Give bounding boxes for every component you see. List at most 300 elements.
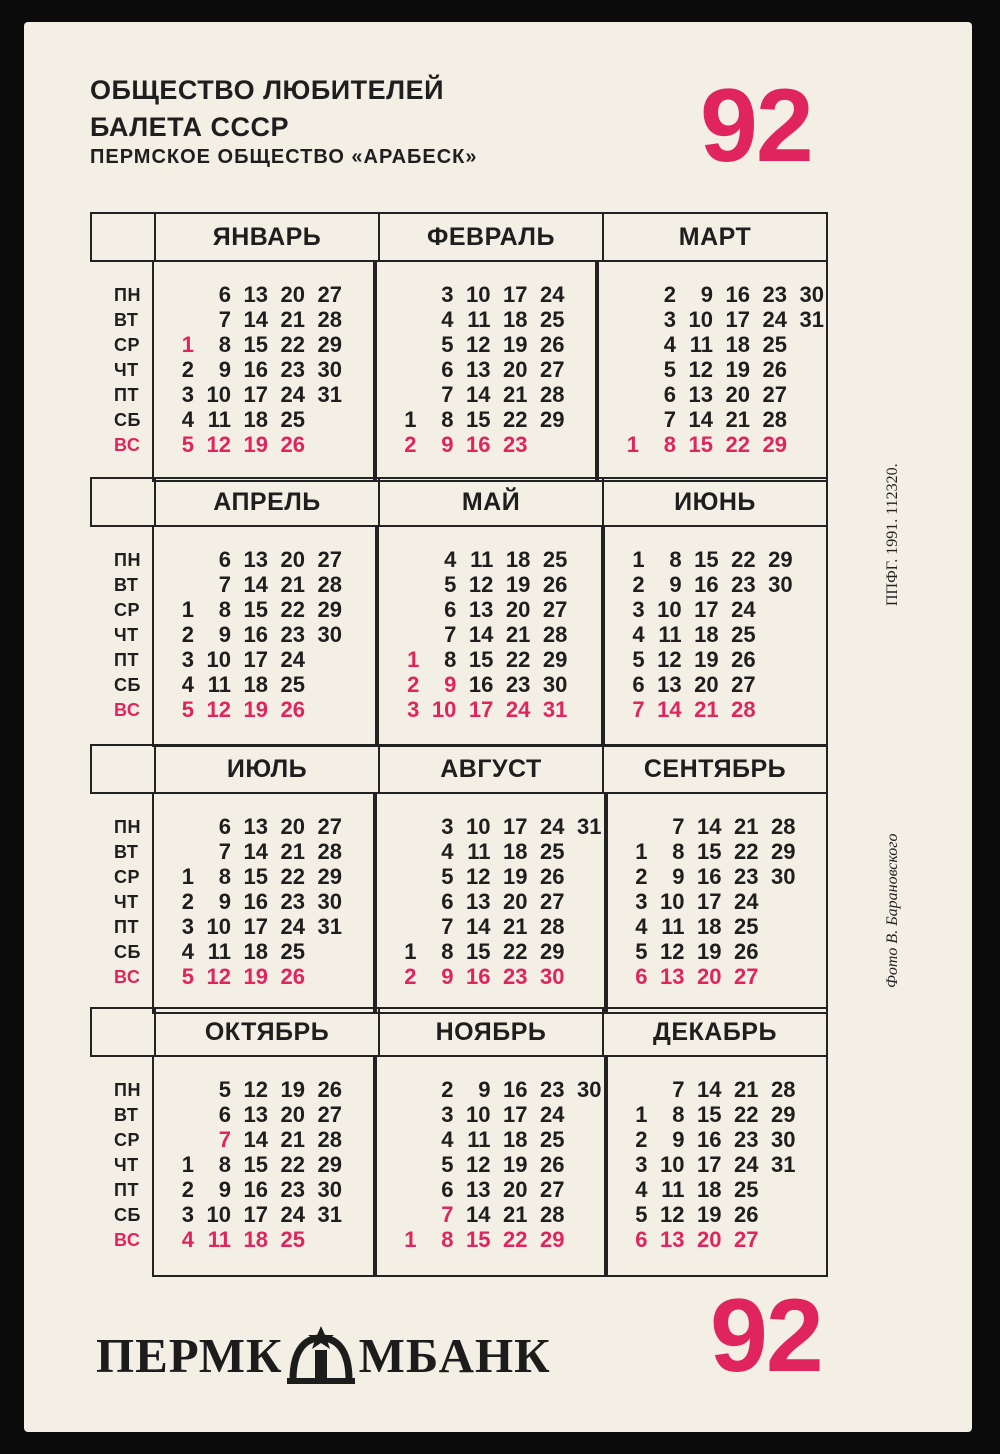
day-number: 4 bbox=[635, 1177, 648, 1202]
day-number: 29 bbox=[540, 1227, 565, 1252]
header-spacer bbox=[92, 746, 156, 792]
day-number: 10 bbox=[206, 1202, 231, 1227]
day-number: 23 bbox=[503, 964, 528, 989]
day-number: 4 bbox=[444, 547, 457, 572]
day-number: 20 bbox=[694, 672, 719, 697]
day-number: 5 bbox=[441, 1152, 454, 1177]
day-number: 28 bbox=[771, 1077, 796, 1102]
day-number: 10 bbox=[466, 282, 491, 307]
day-number: 30 bbox=[317, 622, 342, 647]
day-number: 2 bbox=[181, 1177, 194, 1202]
day-number: 1 bbox=[404, 1227, 417, 1252]
day-number: 19 bbox=[697, 1202, 722, 1227]
day-number: 21 bbox=[503, 914, 528, 939]
day-number: 10 bbox=[206, 382, 231, 407]
day-number: 20 bbox=[697, 964, 722, 989]
weekday-label: ВС bbox=[114, 700, 141, 720]
day-number: 17 bbox=[468, 697, 494, 722]
day-number: 14 bbox=[697, 1077, 722, 1102]
day-number: 18 bbox=[243, 407, 268, 432]
day-number: 15 bbox=[697, 839, 722, 864]
day-number: 2 bbox=[635, 864, 648, 889]
day-number: 13 bbox=[660, 964, 685, 989]
week-row bbox=[397, 282, 596, 307]
week-row bbox=[625, 622, 826, 647]
quarter-1 bbox=[90, 212, 828, 482]
day-number: 9 bbox=[441, 964, 454, 989]
day-number: 18 bbox=[697, 1177, 722, 1202]
day-number: 22 bbox=[725, 432, 750, 457]
day-number: 30 bbox=[577, 1077, 602, 1102]
day-number: 13 bbox=[660, 1227, 685, 1252]
day-number: 28 bbox=[762, 407, 787, 432]
day-number: 9 bbox=[218, 1177, 231, 1202]
day-number: 4 bbox=[632, 622, 645, 647]
week-row bbox=[619, 282, 826, 307]
day-number: 22 bbox=[734, 1102, 759, 1127]
day-number: 12 bbox=[466, 1152, 491, 1177]
day-number: 16 bbox=[697, 864, 722, 889]
quarter-4 bbox=[90, 1007, 828, 1277]
day-number: 25 bbox=[762, 332, 787, 357]
day-number: 14 bbox=[243, 307, 268, 332]
day-number: 19 bbox=[697, 939, 722, 964]
day-number: 13 bbox=[243, 282, 268, 307]
day-number: 20 bbox=[503, 889, 528, 914]
day-number: 9 bbox=[218, 622, 231, 647]
day-number: 14 bbox=[243, 1127, 268, 1152]
day-number: 24 bbox=[734, 889, 759, 914]
week-row bbox=[399, 647, 600, 672]
weekday-label: СР bbox=[114, 335, 141, 355]
day-number: 23 bbox=[731, 572, 756, 597]
brand-text-right: МБАНК bbox=[358, 1327, 551, 1383]
day-number: 1 bbox=[181, 1152, 194, 1177]
day-number: 1 bbox=[404, 939, 417, 964]
week-row bbox=[628, 1177, 827, 1202]
day-number: 26 bbox=[280, 697, 305, 722]
day-number: 7 bbox=[218, 839, 231, 864]
day-number: 15 bbox=[243, 1152, 268, 1177]
day-number: 15 bbox=[466, 407, 491, 432]
day-number: 27 bbox=[317, 547, 342, 572]
day-number: 15 bbox=[468, 647, 494, 672]
day-number: 29 bbox=[542, 647, 568, 672]
weekday-label: ВС bbox=[114, 435, 141, 455]
weekday-label: ЧТ bbox=[114, 625, 139, 645]
day-number: 18 bbox=[243, 1227, 268, 1252]
day-number: 1 bbox=[407, 647, 420, 672]
day-number: 5 bbox=[635, 939, 648, 964]
quarter-body bbox=[90, 260, 828, 482]
day-number: 14 bbox=[243, 572, 268, 597]
quarter-2 bbox=[90, 477, 828, 747]
day-number: 14 bbox=[657, 697, 682, 722]
day-number: 27 bbox=[762, 382, 787, 407]
week-row bbox=[619, 432, 826, 457]
day-number: 23 bbox=[280, 622, 305, 647]
week-row bbox=[628, 839, 827, 864]
week-row bbox=[397, 939, 604, 964]
day-number: 3 bbox=[181, 1202, 194, 1227]
day-number: 17 bbox=[503, 282, 528, 307]
week-row bbox=[174, 839, 373, 864]
day-number: 22 bbox=[731, 547, 756, 572]
day-number: 15 bbox=[694, 547, 719, 572]
day-number: 8 bbox=[672, 1102, 685, 1127]
header-spacer bbox=[92, 479, 156, 525]
day-number: 2 bbox=[635, 1127, 648, 1152]
day-number: 12 bbox=[206, 697, 231, 722]
day-number: 28 bbox=[317, 839, 342, 864]
day-number: 28 bbox=[317, 572, 342, 597]
day-number: 28 bbox=[317, 1127, 342, 1152]
week-row bbox=[174, 939, 373, 964]
day-number: 28 bbox=[542, 622, 568, 647]
day-number: 31 bbox=[577, 814, 602, 839]
day-number: 4 bbox=[441, 1127, 454, 1152]
week-row bbox=[174, 407, 373, 432]
day-number: 13 bbox=[657, 672, 682, 697]
day-number: 13 bbox=[243, 547, 268, 572]
week-row bbox=[628, 1127, 827, 1152]
print-info: ППФГ. 1991. 112320. bbox=[884, 463, 901, 606]
day-number: 21 bbox=[280, 1127, 305, 1152]
day-number: 28 bbox=[771, 814, 796, 839]
day-number: 23 bbox=[280, 1177, 305, 1202]
day-number: 5 bbox=[181, 697, 194, 722]
day-number: 13 bbox=[468, 597, 494, 622]
weekday-label: СБ bbox=[114, 942, 141, 962]
week-row bbox=[174, 1227, 373, 1252]
day-number: 6 bbox=[663, 382, 676, 407]
day-number: 4 bbox=[181, 407, 194, 432]
day-number: 23 bbox=[503, 432, 528, 457]
day-number: 31 bbox=[542, 697, 568, 722]
day-number: 9 bbox=[672, 1127, 685, 1152]
day-number: 17 bbox=[503, 814, 528, 839]
week-row bbox=[174, 282, 373, 307]
day-number: 24 bbox=[280, 914, 305, 939]
day-number: 19 bbox=[243, 697, 268, 722]
day-number: 7 bbox=[672, 1077, 685, 1102]
day-number: 4 bbox=[441, 307, 454, 332]
day-number: 3 bbox=[441, 1102, 454, 1127]
day-number: 18 bbox=[694, 622, 719, 647]
day-number: 13 bbox=[466, 357, 491, 382]
day-number: 11 bbox=[207, 672, 231, 697]
day-number: 23 bbox=[762, 282, 787, 307]
month-name: МАРТ bbox=[604, 214, 828, 260]
day-number: 5 bbox=[218, 1077, 231, 1102]
day-number: 14 bbox=[466, 1202, 491, 1227]
week-row bbox=[628, 1202, 827, 1227]
weekday-label: ПН bbox=[114, 817, 141, 837]
day-number: 2 bbox=[632, 572, 645, 597]
week-row bbox=[174, 914, 373, 939]
year-bottom: 92 bbox=[710, 1278, 822, 1394]
day-number: 10 bbox=[660, 889, 685, 914]
calendar-card bbox=[24, 22, 972, 1432]
day-number: 8 bbox=[441, 1227, 454, 1252]
day-number: 31 bbox=[317, 1202, 342, 1227]
week-row bbox=[174, 597, 375, 622]
week-row bbox=[397, 357, 596, 382]
day-number: 22 bbox=[280, 332, 305, 357]
day-number: 4 bbox=[663, 332, 676, 357]
day-number: 28 bbox=[540, 382, 565, 407]
day-number: 3 bbox=[441, 814, 454, 839]
day-number: 16 bbox=[243, 622, 268, 647]
day-number: 24 bbox=[540, 814, 565, 839]
day-number: 16 bbox=[694, 572, 719, 597]
week-row bbox=[174, 572, 375, 597]
day-number: 8 bbox=[218, 597, 231, 622]
day-number: 15 bbox=[243, 597, 268, 622]
day-number: 10 bbox=[431, 697, 457, 722]
day-number: 6 bbox=[218, 1102, 231, 1127]
week-row bbox=[174, 382, 373, 407]
society-title-line-1: ОБЩЕСТВО ЛЮБИТЕЛЕЙ bbox=[90, 75, 445, 105]
month-days bbox=[377, 527, 602, 747]
week-row bbox=[628, 814, 827, 839]
day-number: 11 bbox=[658, 622, 682, 647]
day-number: 19 bbox=[505, 572, 531, 597]
month-days bbox=[375, 794, 606, 1014]
day-number: 1 bbox=[181, 332, 194, 357]
day-number: 19 bbox=[694, 647, 719, 672]
day-number: 22 bbox=[503, 407, 528, 432]
day-number: 30 bbox=[317, 889, 342, 914]
week-row bbox=[397, 814, 604, 839]
day-number: 3 bbox=[181, 914, 194, 939]
day-number: 31 bbox=[771, 1152, 796, 1177]
day-number: 6 bbox=[441, 1177, 454, 1202]
day-number: 18 bbox=[725, 332, 750, 357]
day-number: 1 bbox=[404, 407, 417, 432]
day-number: 7 bbox=[441, 382, 454, 407]
week-row bbox=[625, 672, 826, 697]
weekday-label: ПН bbox=[114, 1080, 141, 1100]
week-row bbox=[174, 647, 375, 672]
week-row bbox=[174, 547, 375, 572]
weekday-label: СР bbox=[114, 1130, 141, 1150]
day-number: 10 bbox=[688, 307, 713, 332]
day-number: 1 bbox=[635, 1102, 648, 1127]
day-number: 27 bbox=[731, 672, 756, 697]
day-number: 12 bbox=[206, 432, 231, 457]
day-number: 5 bbox=[441, 332, 454, 357]
weekday-label: ВС bbox=[114, 967, 141, 987]
week-row bbox=[625, 697, 826, 722]
day-number: 22 bbox=[280, 864, 305, 889]
day-number: 25 bbox=[280, 1227, 305, 1252]
day-number: 2 bbox=[404, 432, 417, 457]
day-number: 16 bbox=[243, 889, 268, 914]
day-number: 25 bbox=[540, 839, 565, 864]
week-row bbox=[174, 814, 373, 839]
day-number: 2 bbox=[407, 672, 420, 697]
bank-logo bbox=[96, 1324, 551, 1386]
day-number: 2 bbox=[181, 357, 194, 382]
weekday-column bbox=[90, 262, 152, 482]
day-number: 23 bbox=[280, 889, 305, 914]
day-number: 21 bbox=[503, 1202, 528, 1227]
day-number: 30 bbox=[799, 282, 824, 307]
day-number: 20 bbox=[280, 1102, 305, 1127]
day-number: 12 bbox=[660, 939, 685, 964]
quarter-body bbox=[90, 792, 828, 1014]
week-row bbox=[619, 357, 826, 382]
weekday-label: ПТ bbox=[114, 1180, 139, 1200]
day-number: 5 bbox=[632, 647, 645, 672]
day-number: 26 bbox=[540, 332, 565, 357]
day-number: 17 bbox=[243, 647, 268, 672]
day-number: 25 bbox=[280, 672, 305, 697]
month-name: НОЯБРЬ bbox=[380, 1009, 604, 1055]
day-number: 4 bbox=[635, 914, 648, 939]
day-number: 6 bbox=[632, 672, 645, 697]
week-row bbox=[397, 1152, 604, 1177]
week-row bbox=[397, 864, 604, 889]
week-row bbox=[628, 1102, 827, 1127]
day-number: 30 bbox=[540, 964, 565, 989]
day-number: 16 bbox=[503, 1077, 528, 1102]
day-number: 29 bbox=[771, 1102, 796, 1127]
day-number: 15 bbox=[697, 1102, 722, 1127]
day-number: 14 bbox=[243, 839, 268, 864]
day-number: 10 bbox=[466, 814, 491, 839]
day-number: 11 bbox=[467, 307, 491, 332]
day-number: 18 bbox=[503, 307, 528, 332]
day-number: 27 bbox=[317, 1102, 342, 1127]
week-row bbox=[399, 597, 600, 622]
weekday-label: ПТ bbox=[114, 917, 139, 937]
day-number: 29 bbox=[317, 332, 342, 357]
week-row bbox=[397, 1127, 604, 1152]
day-number: 18 bbox=[503, 839, 528, 864]
weekday-label: ПТ bbox=[114, 385, 139, 405]
brand-text-left: ПЕРМК bbox=[96, 1327, 283, 1383]
header-spacer bbox=[92, 214, 156, 260]
weekday-label: ВТ bbox=[114, 1105, 139, 1125]
day-number: 19 bbox=[243, 432, 268, 457]
day-number: 17 bbox=[725, 307, 750, 332]
day-number: 11 bbox=[470, 547, 494, 572]
day-number: 25 bbox=[542, 547, 568, 572]
week-row bbox=[174, 964, 373, 989]
week-row bbox=[628, 964, 827, 989]
day-number: 7 bbox=[672, 814, 685, 839]
day-number: 25 bbox=[280, 407, 305, 432]
week-row bbox=[628, 1227, 827, 1252]
day-number: 30 bbox=[317, 357, 342, 382]
day-number: 12 bbox=[660, 1202, 685, 1227]
weekday-column bbox=[90, 527, 152, 747]
day-number: 12 bbox=[688, 357, 713, 382]
day-number: 29 bbox=[540, 407, 565, 432]
day-number: 2 bbox=[663, 282, 676, 307]
day-number: 20 bbox=[280, 814, 305, 839]
day-number: 28 bbox=[540, 914, 565, 939]
day-number: 28 bbox=[317, 307, 342, 332]
day-number: 26 bbox=[317, 1077, 342, 1102]
day-number: 26 bbox=[731, 647, 756, 672]
week-row bbox=[397, 332, 596, 357]
weekday-label: ВС bbox=[114, 1230, 141, 1250]
day-number: 25 bbox=[540, 1127, 565, 1152]
week-row bbox=[397, 1077, 604, 1102]
week-row bbox=[174, 1202, 373, 1227]
week-row bbox=[174, 332, 373, 357]
day-number: 7 bbox=[218, 572, 231, 597]
day-number: 20 bbox=[697, 1227, 722, 1252]
week-row bbox=[399, 547, 600, 572]
quarter-header bbox=[90, 212, 828, 260]
day-number: 26 bbox=[540, 1152, 565, 1177]
day-number: 23 bbox=[540, 1077, 565, 1102]
day-number: 16 bbox=[697, 1127, 722, 1152]
week-row bbox=[619, 382, 826, 407]
weekday-label: ПН bbox=[114, 285, 141, 305]
day-number: 12 bbox=[206, 964, 231, 989]
weekday-column bbox=[90, 794, 152, 1014]
day-number: 31 bbox=[317, 914, 342, 939]
week-row bbox=[625, 647, 826, 672]
day-number: 5 bbox=[663, 357, 676, 382]
day-number: 21 bbox=[734, 814, 759, 839]
month-days bbox=[606, 1057, 829, 1277]
day-number: 18 bbox=[243, 672, 268, 697]
day-number: 1 bbox=[181, 864, 194, 889]
month-days bbox=[152, 794, 375, 1014]
day-number: 21 bbox=[280, 839, 305, 864]
day-number: 11 bbox=[207, 1227, 231, 1252]
day-number: 21 bbox=[505, 622, 531, 647]
day-number: 19 bbox=[503, 1152, 528, 1177]
year-top: 92 bbox=[700, 68, 812, 184]
month-days bbox=[603, 527, 828, 747]
week-row bbox=[174, 1127, 373, 1152]
day-number: 29 bbox=[768, 547, 793, 572]
day-number: 16 bbox=[468, 672, 494, 697]
day-number: 15 bbox=[243, 864, 268, 889]
header-spacer bbox=[92, 1009, 156, 1055]
day-number: 3 bbox=[635, 1152, 648, 1177]
day-number: 28 bbox=[731, 697, 756, 722]
day-number: 17 bbox=[503, 1102, 528, 1127]
quarter-body bbox=[90, 525, 828, 747]
day-number: 7 bbox=[444, 622, 457, 647]
week-row bbox=[397, 1102, 604, 1127]
quarter-header bbox=[90, 744, 828, 792]
day-number: 19 bbox=[243, 964, 268, 989]
day-number: 9 bbox=[700, 282, 713, 307]
day-number: 17 bbox=[243, 914, 268, 939]
day-number: 20 bbox=[280, 282, 305, 307]
week-row bbox=[397, 1202, 604, 1227]
day-number: 31 bbox=[799, 307, 824, 332]
day-number: 29 bbox=[317, 1152, 342, 1177]
day-number: 30 bbox=[542, 672, 568, 697]
day-number: 8 bbox=[218, 1152, 231, 1177]
day-number: 9 bbox=[444, 672, 457, 697]
day-number: 30 bbox=[771, 864, 796, 889]
week-row bbox=[174, 1102, 373, 1127]
day-number: 30 bbox=[768, 572, 793, 597]
week-row bbox=[628, 1152, 827, 1177]
day-number: 7 bbox=[663, 407, 676, 432]
